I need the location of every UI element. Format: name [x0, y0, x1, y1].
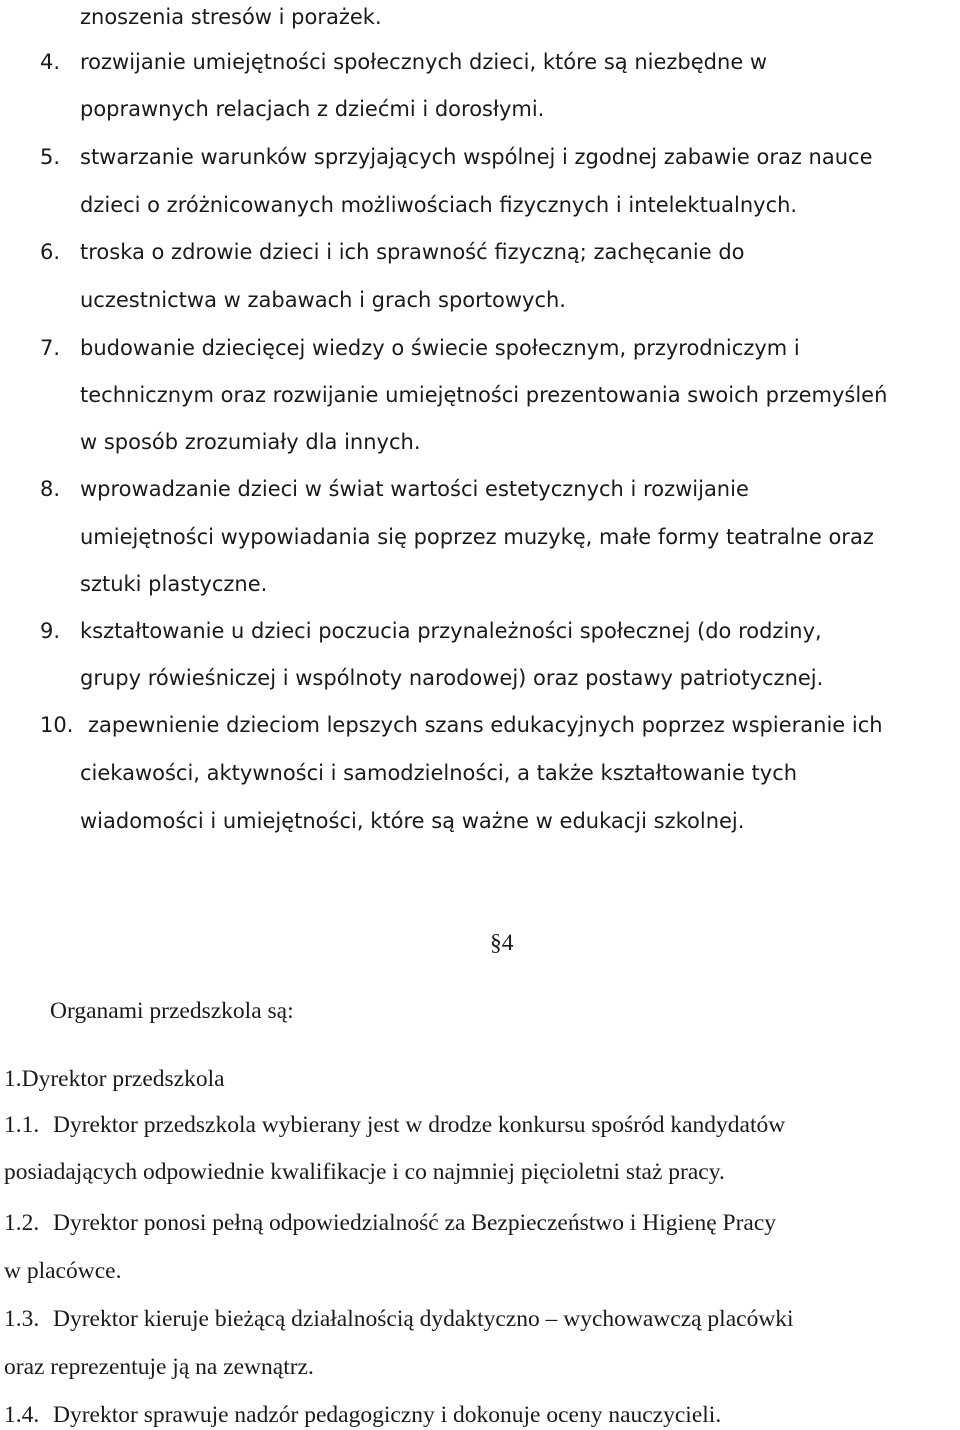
point-number: 1.3.	[4, 1306, 40, 1332]
point-number: 1.4.	[4, 1402, 40, 1428]
section-heading: §4	[490, 930, 514, 956]
list-number: 9.	[40, 619, 61, 643]
point-text-line: Dyrektor przedszkola wybierany jest w drodze konkursu spośród kandydatów	[53, 1112, 786, 1138]
list-number: 6.	[40, 240, 61, 264]
point-text-line: Dyrektor ponosi pełną odpowiedzialność za Bezpieczeństwo i Higienę Pracy	[53, 1210, 777, 1236]
list-text-line: wiadomości i umiejętności, które są ważne w edukacji szkolnej.	[80, 809, 745, 833]
list-text-line: wprowadzanie dzieci w świat wartości estetycznych i rozwijanie	[80, 477, 749, 501]
list-text-line: kształtowanie u dzieci poczucia przynależności społecznej (do rodziny,	[80, 619, 822, 643]
list-text-line: troska o zdrowie dzieci i ich sprawność fizyczną; zachęcanie do	[80, 240, 745, 264]
list-item-3-tail: znoszenia stresów i porażek.	[80, 5, 382, 29]
list-text-line: dzieci o zróżnicowanych możliwościach fizycznych i intelektualnych.	[80, 193, 798, 217]
point-number: 1.2.	[4, 1210, 40, 1236]
subheading: 1.Dyrektor przedszkola	[4, 1066, 225, 1092]
list-text-line: uczestnictwa w zabawach i grach sportowych.	[80, 288, 566, 312]
point-text-line: w placówce.	[4, 1258, 122, 1284]
list-text-line: sztuki plastyczne.	[80, 572, 268, 596]
list-text-line: umiejętności wypowiadania się poprzez muzykę, małe formy teatralne oraz	[80, 525, 874, 549]
list-number: 5.	[40, 145, 61, 169]
list-number: 10.	[40, 713, 74, 737]
list-text-line: poprawnych relacjach z dziećmi i dorosłymi.	[80, 97, 545, 121]
list-text-line: w sposób zrozumiały dla innych.	[80, 430, 421, 454]
list-text-line: budowanie dziecięcej wiedzy o świecie społecznym, przyrodniczym i	[80, 336, 800, 360]
point-number: 1.1.	[4, 1112, 40, 1138]
list-number: 7.	[40, 336, 61, 360]
list-text-line: rozwijanie umiejętności społecznych dzieci, które są niezbędne w	[80, 50, 768, 74]
list-text-line: zapewnienie dzieciom lepszych szans edukacyjnych poprzez wspieranie ich	[88, 713, 883, 737]
list-text-line: technicznym oraz rozwijanie umiejętności prezentowania swoich przemyśleń	[80, 383, 888, 407]
list-number: 4.	[40, 50, 61, 74]
list-text-line: stwarzanie warunków sprzyjających wspólnej i zgodnej zabawie oraz nauce	[80, 145, 873, 169]
point-text-line: posiadających odpowiednie kwalifikacje i co najmniej pięcioletni staż pracy.	[4, 1159, 725, 1185]
list-number: 8.	[40, 477, 61, 501]
point-text-line: oraz reprezentuje ją na zewnątrz.	[4, 1354, 314, 1380]
section-intro: Organami przedszkola są:	[50, 998, 294, 1024]
point-text-line: Dyrektor kieruje bieżącą działalnością dydaktyczno – wychowawczą placówki	[53, 1306, 794, 1332]
list-text-line: grupy rówieśniczej i wspólnoty narodowej) oraz postawy patriotycznej.	[80, 666, 824, 690]
point-text-line: Dyrektor sprawuje nadzór pedagogiczny i dokonuje oceny nauczycieli.	[53, 1402, 722, 1428]
list-text-line: ciekawości, aktywności i samodzielności, a także kształtowanie tych	[80, 761, 798, 785]
